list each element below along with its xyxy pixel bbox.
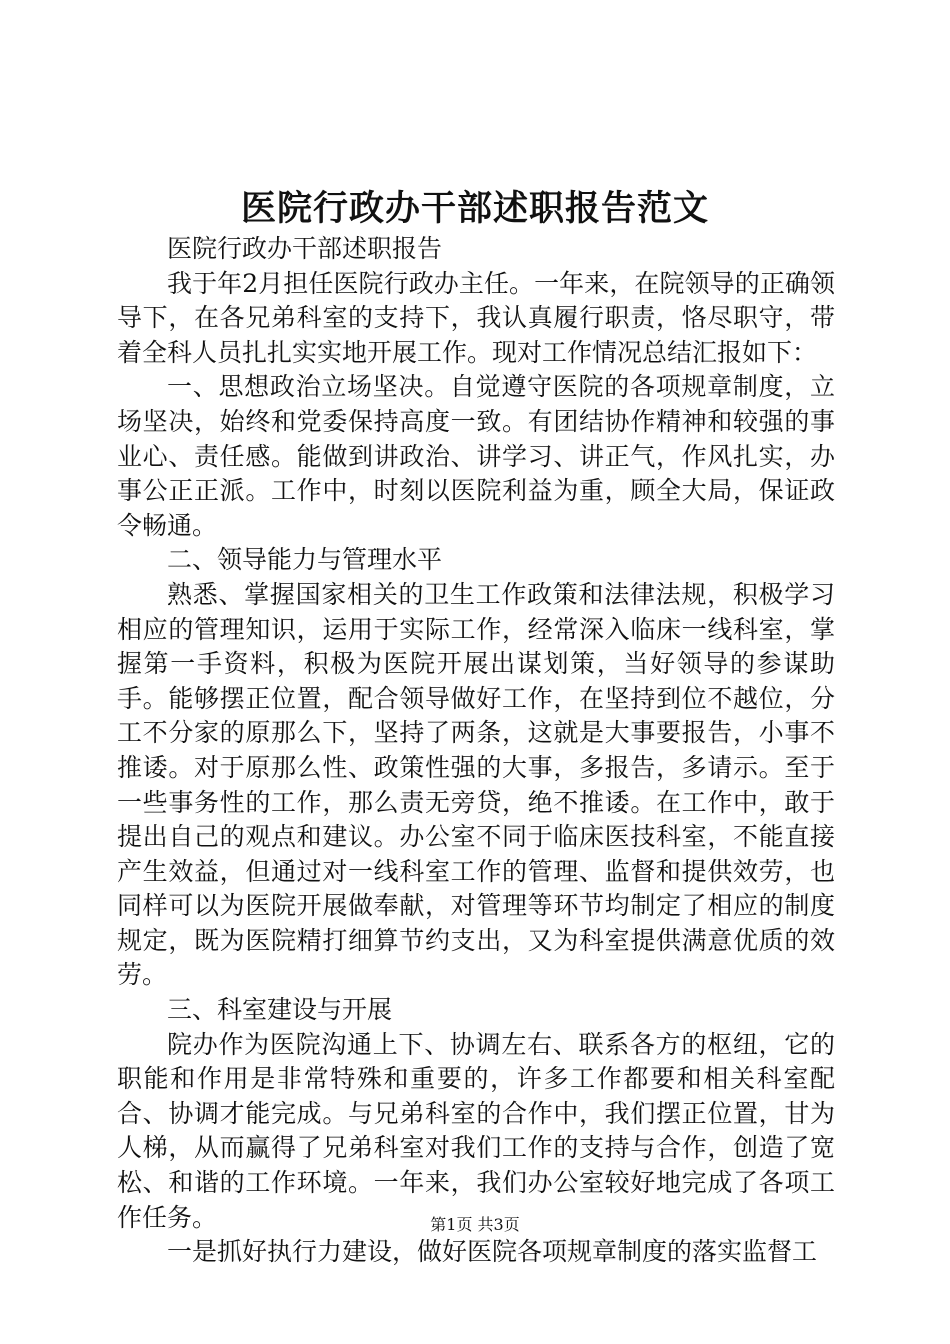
page-number-footer: 第1页 共3页 xyxy=(430,1215,520,1234)
page-title: 医院行政办干部述职报告范文 xyxy=(240,188,709,229)
subtitle-paragraph: 医院行政办干部述职报告 xyxy=(167,234,443,263)
item-one-paragraph: 一是抓好执行力建设，做好医院各项规章制度的落实监督工 xyxy=(167,1237,818,1267)
section-two-heading: 二、领导能力与管理水平 xyxy=(167,545,443,575)
section-two-paragraph: 熟悉、掌握国家相关的卫生工作政策和法律法规，积极学习相应的管理知识，运用于实际工作，经常深入临床一线科室，掌握第一手资料，积极为医院开展出谋划策，当好领导的参谋助手。能够摆正位置，配合领导做好工作，在坚持到位不越位，分工不分家的原那么下，坚持了两条，这就是大事要报告，小事不推诿。对于原那么性、政策性强的大事，多报告，多请示。至于一些事务性的工作，那么责无旁贷，绝不推诿。在工作中，敢于提出自己的观点和建议。办公室不同于临床医技科室，不能直接产生效益，但通过对一线科室工作的管理、监督和提供效劳，也同样可以为医院开展做奉献，对管理等环节均制定了相应的制度规定，既为医院精打细算节约支出，又为科室提供满意优质的效劳。 xyxy=(117,579,835,990)
section-three-heading: 三、科室建设与开展 xyxy=(167,995,393,1025)
intro-paragraph: 我于年2月担任医院行政办主任。一年来，在院领导的正确领导下，在各兄弟科室的支持下，我认真履行职责，恪尽职守，带着全科人员扎扎实实地开展工作。现对工作情况总结汇报如下： xyxy=(117,268,835,367)
document-body xyxy=(117,232,835,1270)
section-one-paragraph: 一、思想政治立场坚决。自觉遵守医院的各项规章制度，立场坚决，始终和党委保持高度一致。有团结协作精神和较强的事业心、责任感。能做到讲政治、讲学习、讲正气，作风扎实，办事公正正派。工作中，时刻以医院利益为重，顾全大局，保证政令畅通。 xyxy=(117,372,835,540)
section-three-paragraph: 院办作为医院沟通上下、协调左右、联系各方的枢纽，它的职能和作用是非常特殊和重要的，许多工作都要和相关科室配合、协调才能完成。与兄弟科室的合作中，我们摆正位置，甘为人梯，从而赢得了兄弟科室对我们工作的支持与合作，创造了宽松、和谐的工作环境。一年来，我们办公室较好地完成了各项工作任务。 xyxy=(117,1029,835,1232)
